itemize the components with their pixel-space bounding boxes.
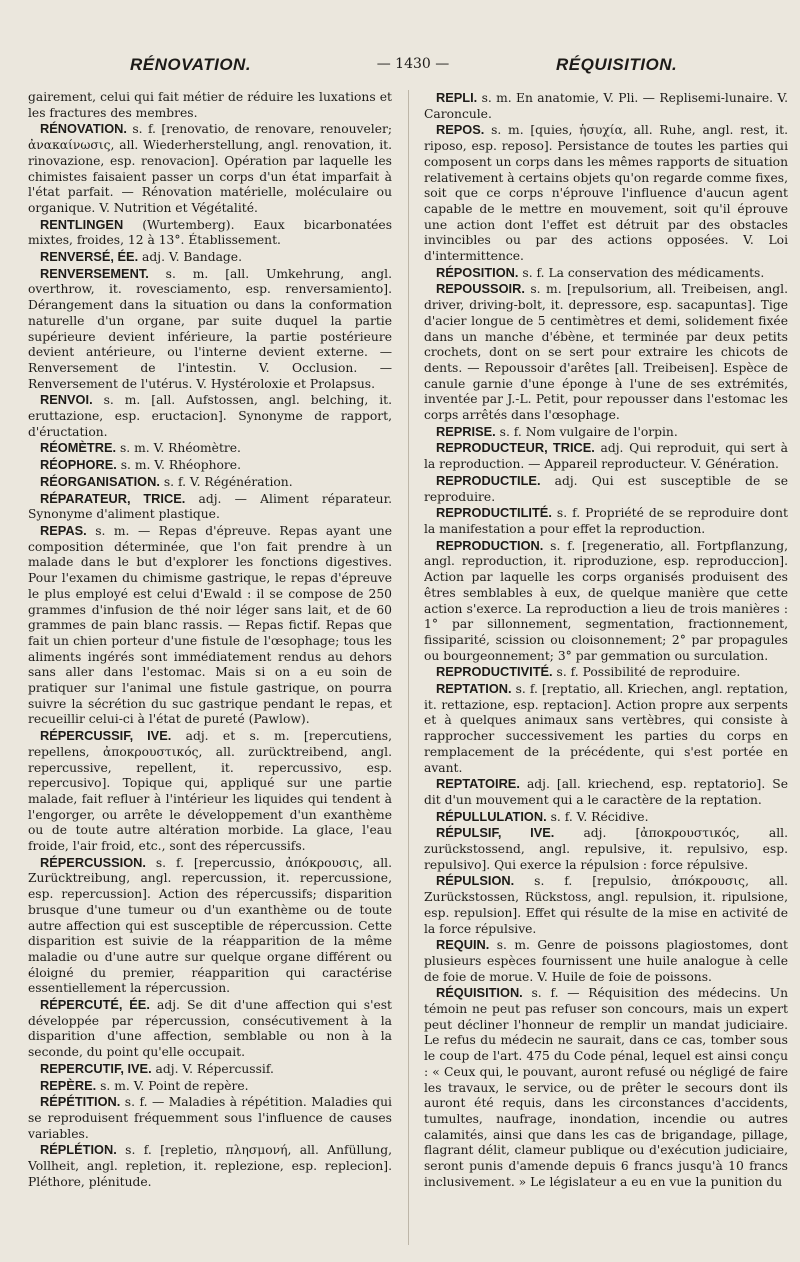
entry-headword: RÉOMÈTRE.	[40, 440, 117, 456]
column-divider	[408, 90, 409, 1245]
entry-definition: adj. Qui est susceptible de se reproduire.	[424, 473, 788, 504]
dictionary-entry	[424, 937, 788, 985]
entry-headword: REPERCUTIF, IVE.	[40, 1060, 152, 1076]
page-number: — 1430 —	[376, 56, 450, 72]
entry-definition: adj. V. Bandage.	[138, 250, 242, 265]
entry-headword: RENTLINGEN	[40, 216, 124, 232]
entry-headword: REPLI.	[436, 90, 478, 105]
entry-definition: s. m. Genre de poissons plagiostomes, dont plusieurs espèces fournissent une huile analogue à celle de foie de morue. V. Huile de foie de poissons.	[424, 938, 788, 984]
entry-definition: s. f. [regeneratio, all. Fortpflanzung, angl. reproduction, it. riproduzione, esp. reproduccion]. Action par laquelle les corps organisés produisent des êtres semblables à eux, de quelque manière que cette action s'exerce. La reproduction a lieu de trois manières : 1° par sillonnement, segmentation, fractionnement, fissiparité, scission ou cloisonnement; 2° par propagules ou bourgeonnement; 3° par gemmation ou surculation.	[424, 538, 788, 663]
entry-definition: adj. Qui reproduit, qui sert à la reproduction. — Appareil reproducteur. V. Génération.	[424, 441, 788, 472]
entry-definition: adj. [all. kriechend, esp. reptatorio]. Se dit d'un mouvement qui a le caractère de la reptation.	[424, 777, 788, 807]
dictionary-entry	[28, 997, 392, 1061]
entry-headword: RÉORGANISATION.	[40, 473, 160, 489]
entry-definition: gairement, celui qui fait métier de réduire les luxations et les fractures des membres.	[28, 90, 392, 120]
entry-definition: (Wurtemberg). Eaux bicarbonatées mixtes, froides, 12 à 13°. Établissement.	[28, 217, 392, 248]
entry-definition: s. m. — Repas d'épreuve. Repas ayant une composition déterminée, que l'on fait prendre à un malade dans le but d'explorer les fonctions digestives. Pour l'examen du chimisme gastrique, le repas d'épreuve le plus employé est celui d'Ewald : il se compose de 250 grammes d'infusion de thé noir léger sans lait, et de 60 grammes de pain blanc rassis. — Repas fictif. Repas que fait un chien porteur d'une fistule de l'œsophage; tous les aliments ingérés sont immédiatement rendus au dehors sans aller dans l'estomac. Mais si on a eu soin de pratiquer sur l'animal une fistule gastrique, on pourra suivre la sécrétion du suc gastrique pendant le repas, et recueillir celui-ci à l'état de pureté (Pawlow).	[28, 523, 392, 727]
entry-definition: s. f. Possibilité de reproduire.	[552, 665, 741, 680]
entry-headword: RENVERSÉ, ÉE.	[40, 249, 139, 265]
entry-headword: RÉPULSIF, IVE.	[436, 825, 555, 841]
entry-headword: RÉNOVATION.	[40, 121, 127, 137]
dictionary-entry	[424, 122, 788, 264]
dictionary-entry	[28, 474, 392, 491]
dictionary-entry	[28, 457, 392, 474]
dictionary-entry	[424, 505, 788, 537]
entry-definition: s. f. [repercussio, ἀπόκρουσις, all. Zurücktreibung, angl. repercussion, it. repercussione, esp. repercussion]. Action des répercussifs; disparition brusque d'une tumeur ou d'un exanthème ou de toute autre affection qui est susceptible de répercussion. Cette disparition est suivie de la réapparition de la même maladie ou d'une autre sur quelque organe différent ou éloigné du premier, réapparition qui caractérise essentiellement la répercussion.	[28, 855, 392, 996]
dictionary-entry	[424, 473, 788, 505]
entry-headword: REPÈRE.	[40, 1077, 97, 1093]
entry-definition: s. f. V. Régénération.	[159, 474, 293, 489]
entry-headword: RENVERSEMENT.	[40, 265, 149, 281]
entry-definition: s. f. La conservation des médicaments.	[518, 265, 765, 280]
entry-definition: s. f. [repulsio, ἀπόκρουσις, all. Zurückstossen, Rückstoss, angl. repulsion, it. ripulsione, esp. repulsion]. Effet qui résulte de la mise en activité de la force répulsive.	[424, 874, 788, 936]
entry-definition: adj. V. Répercussif.	[151, 1061, 274, 1076]
entry-headword: REPRODUCTILITÉ.	[436, 505, 552, 521]
dictionary-entry	[28, 217, 392, 249]
entry-headword: RÉQUISITION.	[436, 985, 523, 1001]
entry-definition: s. m. V. Rhéophore.	[116, 458, 241, 473]
entry-headword: REPRODUCTILE.	[436, 472, 541, 488]
entry-definition: adj. — Aliment réparateur. Synonyme d'aliment plastique.	[28, 491, 392, 522]
dictionary-entry	[28, 249, 392, 266]
entry-headword: REPAS.	[40, 522, 87, 538]
dictionary-entry	[28, 1142, 392, 1190]
entry-headword: RÉPLÉTION.	[40, 1142, 117, 1158]
dictionary-entry	[28, 523, 392, 728]
entry-definition: s. m. V. Rhéomètre.	[116, 441, 241, 456]
dictionary-entry	[424, 985, 788, 1190]
entry-definition: s. m. [quies, ἡσυχία, all. Ruhe, angl. rest, it. riposo, esp. reposo]. Persistance de toutes les parties qui composent un corps dans les mêmes rapports de situation relativement à certains objets qu'on regarde comme fixes, soit que ce corps n'éprouve l'influence d'aucun agent capable de le mettre en mouvement, soit qu'il éprouve une action dont l'effet est détruit par des obstacles invincibles ou par des actions opposées. V. Loi d'intermittence.	[424, 123, 788, 264]
entry-definition: s. f. Nom vulgaire de l'orpin.	[495, 424, 678, 439]
dictionary-entry	[424, 664, 788, 681]
entry-headword: RÉPULSION.	[436, 873, 515, 889]
right-column	[424, 90, 788, 1250]
entry-definition: s. f. [renovatio, de renovare, renouveler; ἀνακαίνωσις, all. Wiederherstellung, angl. renovation, it. rinovazione, esp. renovacion]. Opération par laquelle les chimistes faisaient passer un corps d'un état imparfait à l'état parfait. — Rénovation matérielle, moléculaire ou organique. V. Nutrition et Végétalité.	[28, 122, 392, 215]
dictionary-entry	[28, 1061, 392, 1078]
entry-headword: RÉOPHORE.	[40, 457, 117, 473]
header-right-word: RÉQUISITION.	[556, 55, 678, 74]
dictionary-entry	[424, 873, 788, 937]
entry-definition: s. f. Propriété de se reproduire dont la manifestation a pour effet la reproduction.	[424, 506, 788, 536]
entry-headword: REPRODUCTION.	[436, 537, 544, 553]
dictionary-entry	[424, 440, 788, 472]
entry-headword: REPOUSSOIR.	[436, 281, 525, 297]
entry-definition: s. f. V. Récidive.	[546, 809, 649, 824]
entry-definition: s. m. En anatomie, V. Pli. — Replisemi-lunaire. V. Caroncule.	[424, 91, 788, 121]
entry-headword: RÉPERCUSSIF, IVE.	[40, 728, 172, 744]
entry-definition: s. m. [all. Aufstossen, angl. belching, it. eruttazione, esp. eructacion]. Synonyme de rapport, d'éructation.	[28, 393, 392, 439]
dictionary-entry	[424, 681, 788, 776]
entry-headword: REPRISE.	[436, 423, 496, 439]
dictionary-entry	[424, 265, 788, 282]
entry-definition: adj. et s. m. [repercutiens, repellens, ἀποκρουστικός, all. zurücktreibend, angl. repercussive, repellent, it. repercussivo, esp. repercusivo]. Topique qui, appliqué sur une partie malade, fait refluer à l'intérieur les liquides qui tendent à l'engorger, ou arrête le développement d'un exanthème ou de toute autre altération morbide. La glace, l'eau froide, l'air froid, etc., sont des répercussifs.	[28, 729, 392, 854]
dictionary-entry	[424, 809, 788, 826]
running-head	[28, 55, 778, 83]
entry-headword: REPRODUCTEUR, TRICE.	[436, 440, 595, 456]
dictionary-entry	[424, 90, 788, 122]
entry-headword: REPOS.	[436, 122, 485, 138]
entry-definition: s. m. [all. Umkehrung, angl. overthrow, it. rovesciamento, esp. renversamiento]. Dérangement dans la situation ou dans la conformation naturelle d'un organe, par suite duquel la partie supérieure devient inférieure, la partie postérieure devient antérieure, ou l'interne devient externe. — Renversement de l'intestin. V. Occlusion. — Renversement de l'utérus. V. Hystéroloxie et Prolapsus.	[28, 266, 392, 391]
dictionary-entry	[28, 266, 392, 393]
entry-definition: adj. Se dit d'une affection qui s'est développée par répercussion, consécutivement à la disparition d'une affection, semblable ou non à la seconde, du point qu'elle occupait.	[28, 998, 392, 1060]
dictionary-entry	[28, 392, 392, 440]
left-column	[28, 90, 392, 1250]
entry-headword: RÉPERCUTÉ, ÉE.	[40, 997, 150, 1013]
entry-headword: RÉPÉTITION.	[40, 1094, 121, 1110]
dictionary-entry	[28, 855, 392, 997]
dictionary-entry	[28, 90, 392, 121]
entry-headword: RÉPOSITION.	[436, 264, 519, 280]
entry-definition: s. m. [repulsorium, all. Treibeisen, angl. driver, driving-bolt, it. depressore, esp. sacapuntas]. Tige d'acier longue de 5 centimètres et demi, solidement fixée dans un manche d'ébène, et terminée par deux petits crochets, dont on se sert pour extraire les chicots de dents. — Repoussoir d'arêtes [all. Treibeisen]. Espèce de canule garnie d'une éponge à l'une de ses extrémités, inventée par J.-L. Petit, pour repousser dans l'estomac les corps arrêtés dans l'œsophage.	[424, 282, 788, 423]
entry-definition: adj. [ἀποκρουστικός, all. zurückstossend, angl. repulsive, it. repulsivo, esp. repulsivo]. Qui exerce la répulsion : force répulsive.	[424, 826, 788, 872]
dictionary-entry	[424, 538, 788, 665]
entry-headword: RÉPARATEUR, TRICE.	[40, 490, 186, 506]
dictionary-entry	[424, 424, 788, 441]
dictionary-entry	[28, 728, 392, 855]
entry-definition: s. f. [repletio, πλησμονή, all. Anfüllung, Vollheit, angl. repletion, it. replezione, esp. replecion]. Pléthore, plénitude.	[28, 1143, 392, 1189]
dictionary-entry	[28, 1094, 392, 1142]
entry-definition: s. f. — Maladies à répétition. Maladies qui se reproduisent fréquemment sous l'influence de causes variables.	[28, 1095, 392, 1141]
entry-definition: s. f. — Réquisition des médecins. Un témoin ne peut pas refuser son concours, mais un expert peut décliner l'honneur de remplir un mandat judiciaire. Le refus du médecin ne saurait, dans ce cas, tomber sous le coup de l'art. 475 du Code pénal, lequel est ainsi conçu : « Ceux qui, le pouvant, auront refusé ou négligé de faire les travaux, le service, ou de prêter le secours dont ils auront été requis, dans les circonstances d'accidents, tumultes, naufrage, inondation, incendie ou autres calamités, ainsi que dans les cas de brigandage, pillage, flagrant délit, clameur publique ou d'exécution judiciaire, seront punis d'amende depuis 6 francs jusqu'à 10 francs inclusivement. » Le législateur a eu en vue la punition du	[424, 986, 788, 1189]
entry-headword: REPRODUCTIVITÉ.	[436, 664, 553, 680]
entry-definition: s. f. [reptatio, all. Kriechen, angl. reptation, it. rettazione, esp. reptacion]. Action propre aux serpents et à quelques animaux sans vertèbres, qui consiste à rapprocher successivement les parties du corps en remplacement de la précédente, qui s'est portée en avant.	[424, 682, 788, 775]
entry-headword: RÉPERCUSSION.	[40, 854, 146, 870]
entry-headword: REQUIN.	[436, 937, 490, 953]
dictionary-entry	[28, 440, 392, 457]
dictionary-entry	[28, 121, 392, 216]
dictionary-entry	[424, 281, 788, 423]
dictionary-entry	[424, 825, 788, 873]
header-left-word: RÉNOVATION.	[130, 55, 252, 74]
dictionary-entry	[28, 1078, 392, 1095]
entry-headword: REPTATION.	[436, 681, 512, 697]
dictionary-entry	[424, 776, 788, 808]
dictionary-entry	[28, 491, 392, 523]
entry-headword: RÉPULLULATION.	[436, 808, 547, 824]
entry-headword: RENVOI.	[40, 392, 93, 408]
entry-definition: s. m. V. Point de repère.	[96, 1078, 249, 1093]
entry-headword: REPTATOIRE.	[436, 776, 520, 792]
